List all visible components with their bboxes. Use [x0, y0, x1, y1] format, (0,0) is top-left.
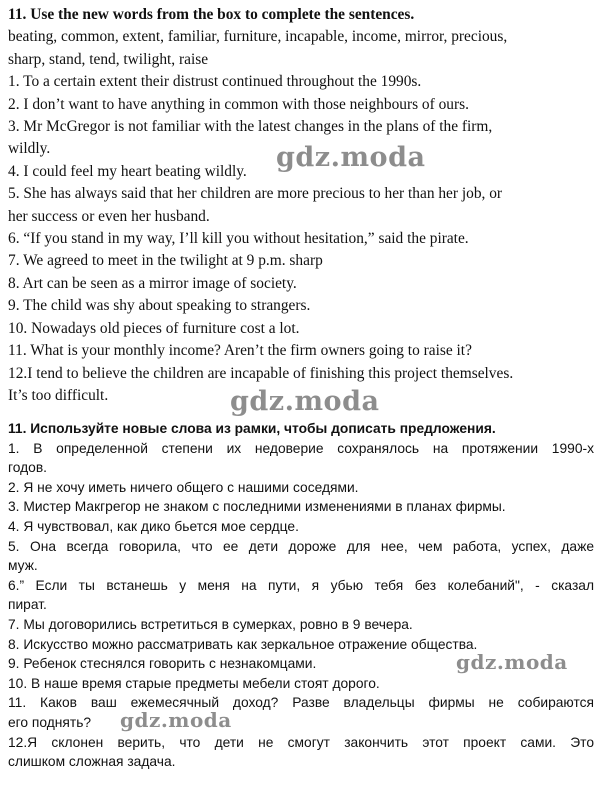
sentence-line: 3. Mr McGregor is not familiar with the latest changes in the plans of the firm, [8, 118, 493, 136]
translation-line: слишком сложная задача. [8, 754, 176, 770]
word-box-line: beating, common, extent, familiar, furniture, incapable, income, mirror, precious, [8, 28, 508, 46]
translation-line: 5. Она всегда говорила, что ее дети дороже для нее, чем работа, успех, даже [8, 538, 594, 554]
watermark: gdz.moda [120, 708, 232, 732]
sentence-line: her success or even her husband. [8, 207, 210, 225]
translation-line: 7. Мы договорились встретиться в сумерках, ровно в 9 вечера. [8, 616, 413, 632]
sentence-line: 1. To a certain extent their distrust continued throughout the 1990s. [8, 73, 422, 91]
translation-line: 4. Я чувствовал, как дико бьется мое сердце. [8, 518, 299, 534]
sentence-line: wildly. [8, 140, 51, 158]
translation-line: годов. [8, 460, 47, 476]
sentence-line: 11. What is your monthly income? Aren’t the firm owners going to raise it? [8, 342, 472, 360]
translation-line: 11. Каков ваш ежемесячный доход? Разве владельцы фирмы не собираются [8, 695, 594, 711]
sentence-line: 7. We agreed to meet in the twilight at 9 p.m. sharp [8, 252, 323, 270]
translation-line: 9. Ребенок стеснялся говорить с незнакомцами. [8, 656, 317, 672]
sentence-line: 4. I could feel my heart beating wildly. [8, 162, 247, 180]
translation-line: 12.Я склонен верить, что дети не смогут закончить этот проект сами. Это [8, 734, 594, 750]
english-section [8, 4, 594, 407]
sentence-line: 10. Nowadays old pieces of furniture cost a lot. [8, 319, 300, 337]
translation-line: 2. Я не хочу иметь ничего общего с нашими соседями. [8, 479, 359, 495]
translation-line: 6.” Если ты встанешь у меня на пути, я убью тебя без колебаний", - сказал [8, 577, 594, 593]
translation-line: 8. Искусство можно рассматривать как зеркальное отражение общества. [8, 636, 478, 652]
translation-line: 10. В наше время старые предметы мебели стоят дорого. [8, 675, 380, 691]
sentence-line: 5. She has always said that her children are more precious to her than her job, or [8, 185, 503, 203]
translation-line: муж. [8, 558, 38, 574]
sentence-line: 12.I tend to believe the children are incapable of finishing this project themselves. [8, 364, 514, 382]
translation-line: пират. [8, 597, 47, 613]
watermark: gdz.moda [276, 142, 426, 173]
watermark: gdz.moda [230, 386, 380, 417]
translation-line: 1. В определенной степени их недоверие сохранялось на протяжении 1990-х [8, 440, 594, 456]
translation-line: его поднять? [8, 714, 92, 730]
sentence-line: It’s too difficult. [8, 386, 109, 404]
russian-section [8, 419, 594, 772]
sentence-line: 6. “If you stand in my way, I’ll kill you without hesitation,” said the pirate. [8, 230, 469, 248]
russian-exercise-title: 11. Используйте новые слова из рамки, чтобы дописать предложения. [8, 421, 496, 436]
translation-line: 3. Мистер Макгрегор не знаком с последними изменениями в планах фирмы. [8, 499, 506, 515]
watermark: gdz.moda [456, 650, 568, 674]
sentence-line: 8. Art can be seen as a mirror image of society. [8, 274, 297, 292]
word-box-line: sharp, stand, tend, twilight, raise [8, 50, 209, 68]
sentence-line: 9. The child was shy about speaking to strangers. [8, 297, 311, 315]
sentence-line: 2. I don’t want to have anything in common with those neighbours of ours. [8, 95, 469, 113]
english-exercise-title: 11. Use the new words from the box to complete the sentences. [8, 6, 415, 23]
